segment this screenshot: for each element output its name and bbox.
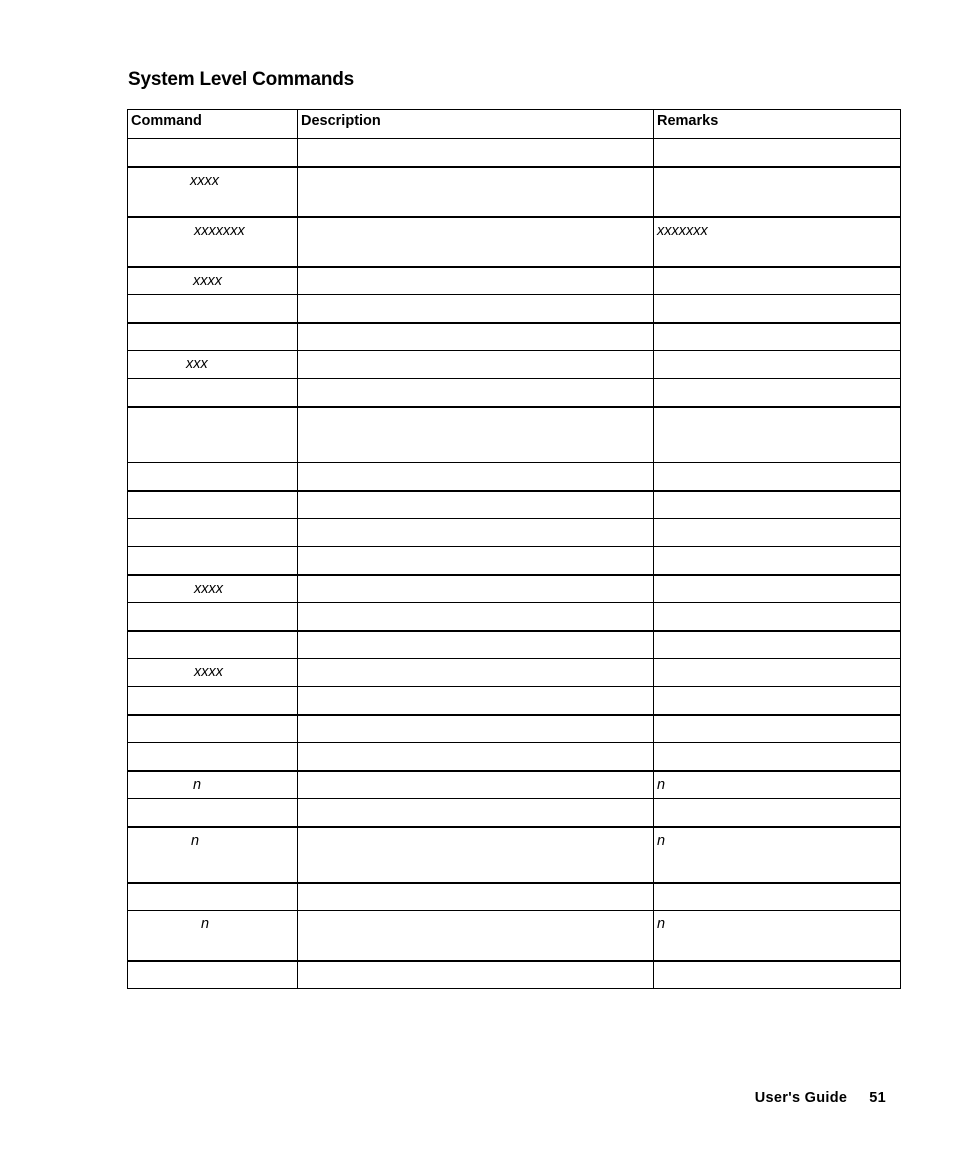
remarks-cell xyxy=(654,911,901,961)
description-cell xyxy=(298,267,654,295)
command-cell xyxy=(128,631,298,659)
table-row xyxy=(128,519,901,547)
table-row xyxy=(128,217,901,267)
table-row xyxy=(128,323,901,351)
description-cell xyxy=(298,799,654,827)
description-cell xyxy=(298,547,654,575)
table-row xyxy=(128,463,901,491)
table-row xyxy=(128,799,901,827)
table-row xyxy=(128,631,901,659)
command-cell xyxy=(128,463,298,491)
table-row xyxy=(128,139,901,167)
command-cell xyxy=(128,603,298,631)
table-row xyxy=(128,687,901,715)
command-cell-text: n xyxy=(201,916,210,932)
description-cell xyxy=(298,883,654,911)
command-cell xyxy=(128,771,298,799)
description-cell xyxy=(298,827,654,883)
description-cell xyxy=(298,407,654,463)
table-body xyxy=(128,139,901,989)
description-cell xyxy=(298,743,654,771)
remarks-cell xyxy=(654,323,901,351)
page-footer xyxy=(755,1090,886,1106)
command-cell-text: xxx xyxy=(186,356,208,372)
command-cell xyxy=(128,295,298,323)
remarks-cell xyxy=(654,961,901,989)
page-number: 51 xyxy=(869,1090,886,1106)
remarks-cell-text: n xyxy=(657,776,666,793)
command-cell-text: xxxx xyxy=(190,172,219,189)
command-cell xyxy=(128,167,298,217)
table-row xyxy=(128,603,901,631)
description-cell xyxy=(298,463,654,491)
column-header-command: Command xyxy=(128,110,298,139)
table-row xyxy=(128,575,901,603)
command-cell xyxy=(128,659,298,687)
table-row xyxy=(128,547,901,575)
description-cell xyxy=(298,323,654,351)
remarks-cell xyxy=(654,799,901,827)
remarks-cell xyxy=(654,167,901,217)
table-row xyxy=(128,167,901,217)
remarks-cell-text: n xyxy=(657,916,666,932)
command-cell xyxy=(128,799,298,827)
description-cell xyxy=(298,715,654,743)
remarks-cell xyxy=(654,407,901,463)
remarks-cell xyxy=(654,217,901,267)
description-cell xyxy=(298,659,654,687)
command-cell xyxy=(128,715,298,743)
table-row xyxy=(128,961,901,989)
description-cell xyxy=(298,575,654,603)
command-cell xyxy=(128,267,298,295)
command-cell xyxy=(128,407,298,463)
description-cell xyxy=(298,167,654,217)
remarks-cell xyxy=(654,547,901,575)
command-cell-text: xxxxxxx xyxy=(194,222,245,239)
command-cell xyxy=(128,547,298,575)
command-cell xyxy=(128,379,298,407)
description-cell xyxy=(298,139,654,167)
remarks-cell xyxy=(654,351,901,379)
remarks-cell xyxy=(654,827,901,883)
table-row xyxy=(128,743,901,771)
description-cell xyxy=(298,379,654,407)
description-cell xyxy=(298,351,654,379)
remarks-cell xyxy=(654,575,901,603)
table-row xyxy=(128,715,901,743)
command-cell xyxy=(128,911,298,961)
table-header-row xyxy=(128,110,901,139)
command-cell xyxy=(128,883,298,911)
description-cell xyxy=(298,771,654,799)
command-cell xyxy=(128,323,298,351)
remarks-cell xyxy=(654,715,901,743)
description-cell xyxy=(298,217,654,267)
description-cell xyxy=(298,961,654,989)
command-cell xyxy=(128,139,298,167)
table-row xyxy=(128,491,901,519)
description-cell xyxy=(298,491,654,519)
remarks-cell xyxy=(654,295,901,323)
description-cell xyxy=(298,295,654,323)
table-row xyxy=(128,883,901,911)
description-cell xyxy=(298,603,654,631)
column-header-description: Description xyxy=(298,110,654,139)
command-cell xyxy=(128,575,298,603)
command-cell xyxy=(128,351,298,379)
description-cell xyxy=(298,519,654,547)
table-row xyxy=(128,267,901,295)
page-title: System Level Commands xyxy=(128,69,354,90)
remarks-cell xyxy=(654,687,901,715)
command-cell-text: xxxx xyxy=(193,272,222,289)
command-cell-text: xxxx xyxy=(194,580,223,597)
command-cell-text: n xyxy=(193,776,202,793)
table-row xyxy=(128,659,901,687)
table-row xyxy=(128,379,901,407)
table-row xyxy=(128,351,901,379)
column-header-remarks: Remarks xyxy=(654,110,901,139)
table-row xyxy=(128,407,901,463)
table-row xyxy=(128,911,901,961)
remarks-cell xyxy=(654,603,901,631)
description-cell xyxy=(298,687,654,715)
command-cell xyxy=(128,491,298,519)
footer-label: User's Guide xyxy=(754,1090,848,1106)
commands-table xyxy=(127,109,901,989)
description-cell xyxy=(298,631,654,659)
remarks-cell-text: xxxxxxx xyxy=(657,222,708,239)
table-row xyxy=(128,295,901,323)
command-cell xyxy=(128,519,298,547)
remarks-cell xyxy=(654,519,901,547)
remarks-cell xyxy=(654,883,901,911)
remarks-cell xyxy=(654,267,901,295)
remarks-cell xyxy=(654,491,901,519)
remarks-cell xyxy=(654,659,901,687)
table-row xyxy=(128,827,901,883)
table-row xyxy=(128,771,901,799)
remarks-cell xyxy=(654,139,901,167)
remarks-cell xyxy=(654,463,901,491)
description-cell xyxy=(298,911,654,961)
command-cell xyxy=(128,961,298,989)
command-cell xyxy=(128,743,298,771)
remarks-cell-text: n xyxy=(657,832,666,849)
command-cell xyxy=(128,217,298,267)
remarks-cell xyxy=(654,631,901,659)
command-cell xyxy=(128,827,298,883)
command-cell-text: xxxx xyxy=(194,664,223,680)
command-cell-text: n xyxy=(191,832,200,849)
remarks-cell xyxy=(654,743,901,771)
remarks-cell xyxy=(654,379,901,407)
remarks-cell xyxy=(654,771,901,799)
command-cell xyxy=(128,687,298,715)
